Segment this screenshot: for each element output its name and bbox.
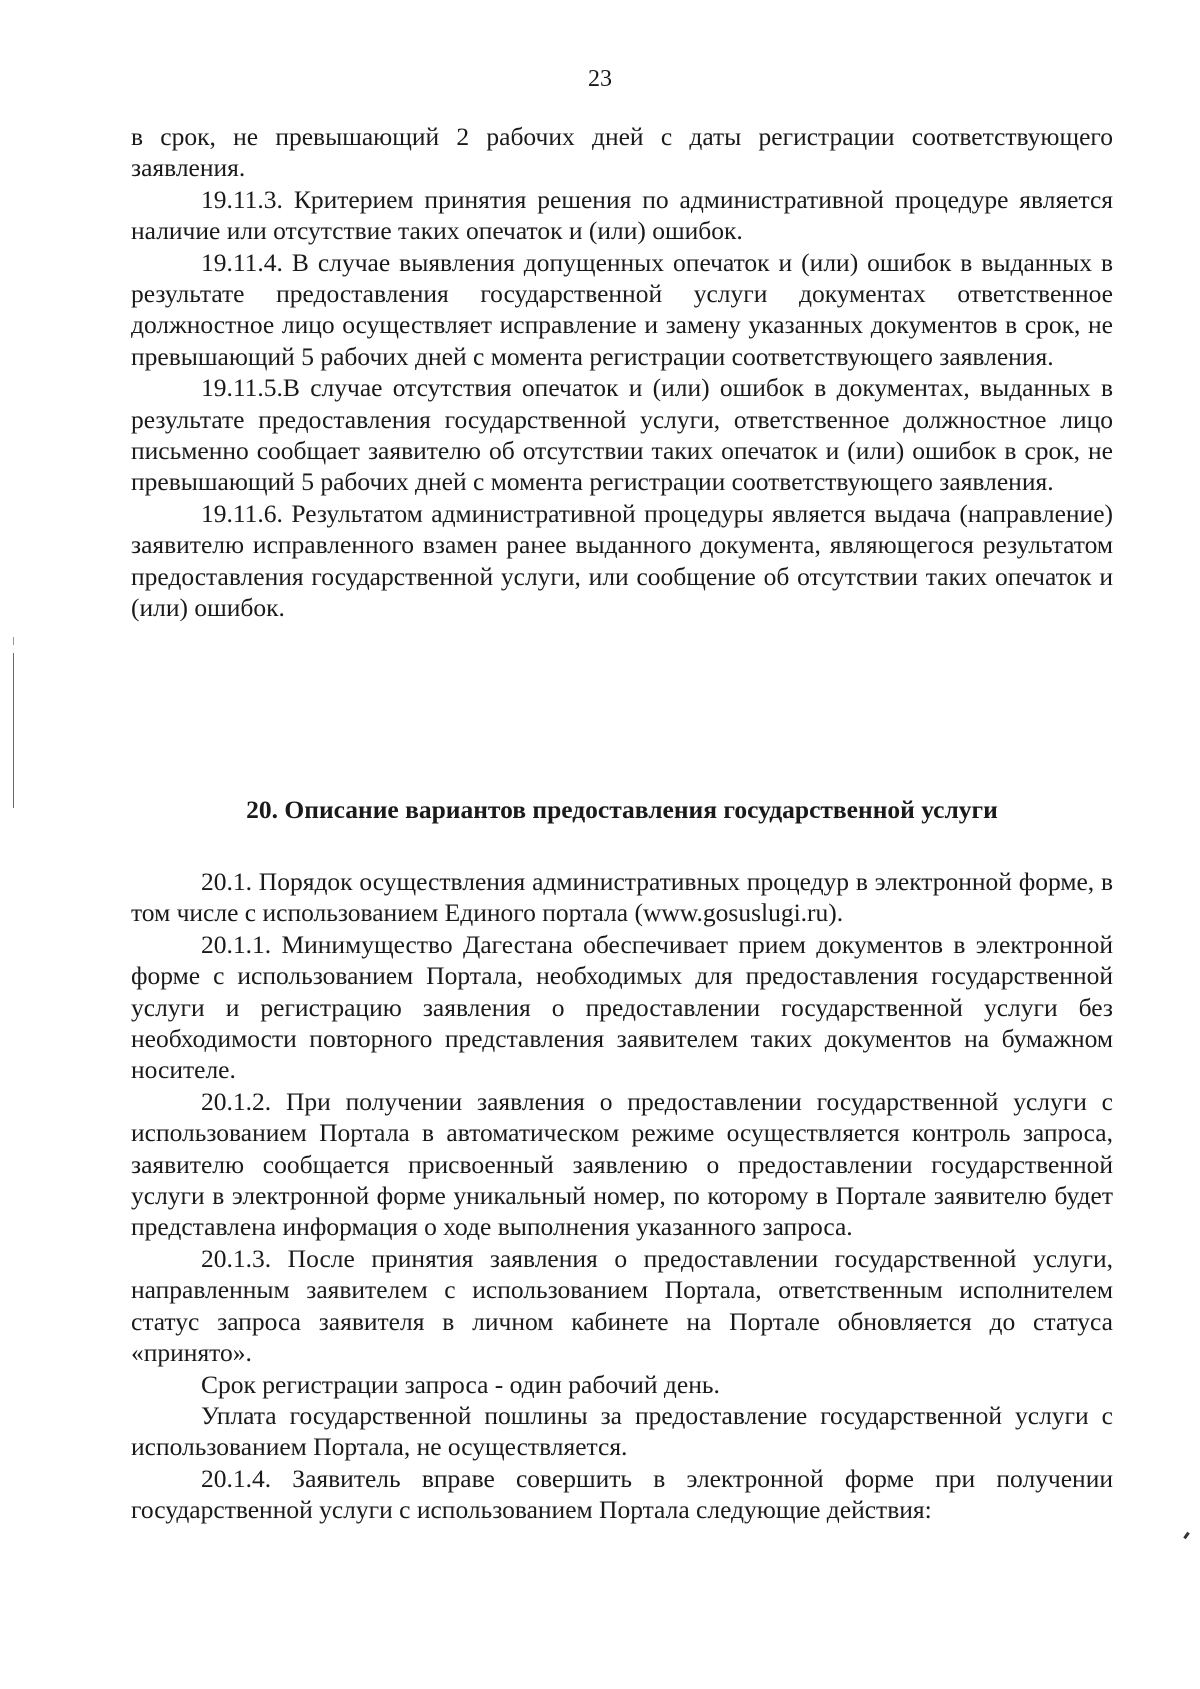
section-19-text [131, 121, 1113, 624]
paragraph-20-1-4: 20.1.4. Заявитель вправе совершить в электронной форме при получении государственной услуги с использованием Портала следующие действия: [131, 1463, 1113, 1525]
paragraph-continuation: в срок, не превышающий 2 рабочих дней с даты регистрации соответствующего заявления. [131, 122, 1113, 183]
paragraph-20-1-2: 20.1.2. При получении заявления о предоставлении государственной услуги с использованием Портала в автоматическом режиме осуществляется контроль запроса, заявителю сообщается присвоенный заявлению о предоставлении государственной услуги в электронной форме уникальный номер, по которому в Портале заявителю будет представлена информация о ходе выполнения указанного запроса. [131, 1086, 1113, 1242]
section-20-text [131, 866, 1113, 1526]
paragraph-20-1-3: 20.1.3. После принятия заявления о предоставлении государственной услуги, направленным заявителем с использованием Портала, ответственным исполнителем статус запроса заявителя в личном кабинете на Портале обновляется до статуса «принято». [131, 1243, 1113, 1368]
paragraph-20-1-1: 20.1.1. Минимущество Дагестана обеспечивает прием документов в электронной форме с использованием Портала, необходимых для предоставления государственной услуги и регистрацию заявления о предоставлении государственной услуги без необходимости повторного представления заявителем таких документов на бумажном носителе. [131, 929, 1113, 1085]
paragraph-19-11-5: 19.11.5.В случае отсутствия опечаток и (или) ошибок в документах, выданных в результате предоставления государственной услуги, ответственное должностное лицо письменно сообщает заявителю об отсутствии таких опечаток и (или) ошибок в срок, не превышающий 5 рабочих дней с момента регистрации соответствующего заявления. [131, 373, 1113, 497]
margin-binding-line [13, 653, 14, 808]
section-20-heading: 20. Описание вариантов предоставления государственной услуги [246, 795, 998, 824]
paragraph-19-11-4: 19.11.4. В случае выявления допущенных опечаток и (или) ошибок в выданных в результате предоставления государственной услуги документах ответственное должностное лицо осуществляет исправление и замену указанных документов в срок, не превышающий 5 рабочих дней с момента регистрации соответствующего заявления. [131, 247, 1113, 371]
paragraph-19-11-6: 19.11.6. Результатом административной процедуры является выдача (направление) заявителю исправленного взамен ранее выданного документа, являющегося результатом предоставления государственной услуги, или сообщение об отсутствии таких опечаток и (или) ошибок. [131, 498, 1113, 623]
page-number: 23 [588, 66, 612, 92]
paragraph-20-1: 20.1. Порядок осуществления административных процедур в электронной форме, в том числе с использованием Единого портала (www.gosuslugi.ru). [131, 867, 1113, 928]
scan-artifact-mark [1183, 1532, 1189, 1539]
paragraph-19-11-3: 19.11.3. Критерием принятия решения по административной процедуре является наличие или отсутствие таких опечаток и (или) ошибок. [131, 184, 1113, 246]
paragraph-registration-term: Срок регистрации запроса - один рабочий день. [201, 1369, 720, 1399]
margin-tick-mark [13, 637, 14, 645]
paragraph-state-fee: Уплата государственной пошлины за предоставление государственной услуги с использованием Портала, не осуществляется. [131, 1400, 1113, 1462]
